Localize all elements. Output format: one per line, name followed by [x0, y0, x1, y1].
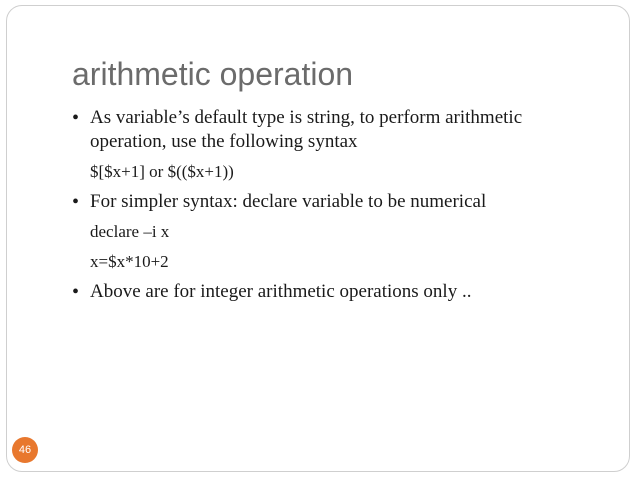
- page-number-badge: 46: [12, 437, 38, 463]
- bullet-text-3: Above are for integer arithmetic operations only ..: [90, 281, 472, 302]
- bullet-item-2: [72, 190, 592, 214]
- slide-content: [72, 106, 592, 304]
- bullet-text-1: As variable’s default type is string, to perform arithmetic operation, use the following syntax: [90, 107, 523, 152]
- bullet-item-3: [72, 280, 592, 304]
- bullet-text-2: For simpler syntax: declare variable to be numerical: [90, 191, 487, 212]
- code-syntax-line: $[$x+1] or $(($x+1)): [90, 162, 234, 181]
- code-assign-line: x=$x*10+2: [90, 252, 169, 271]
- bullet-marker-1: •: [72, 107, 80, 129]
- bullet-marker-2: •: [72, 191, 80, 213]
- code-declare-line: declare –i x: [90, 222, 170, 241]
- slide-title: arithmetic operation: [72, 56, 354, 92]
- bullet-marker-3: •: [72, 281, 80, 303]
- bullet-item-1: [72, 106, 592, 154]
